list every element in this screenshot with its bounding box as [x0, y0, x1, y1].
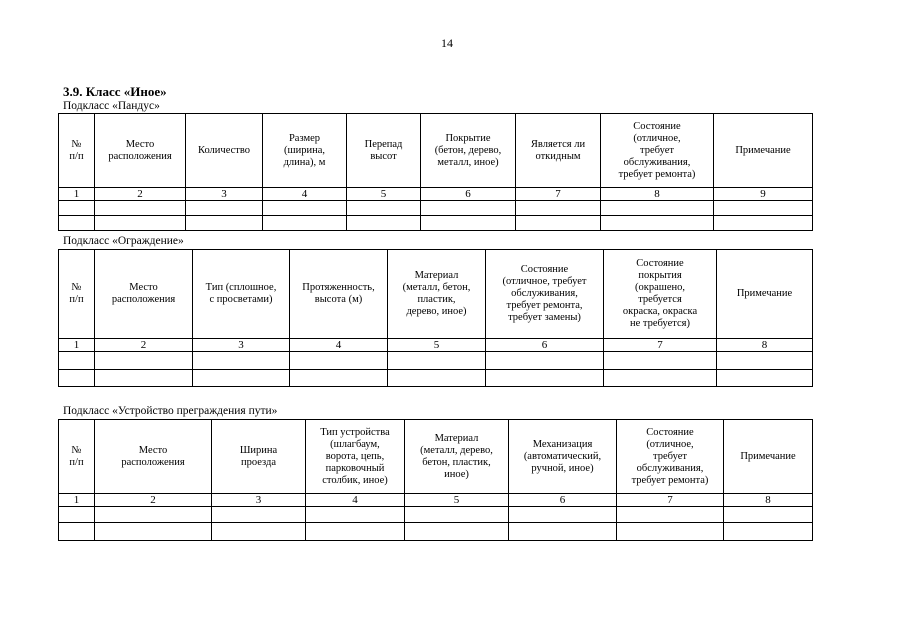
column-number: 1 — [59, 494, 95, 507]
header-cell: Перепад высот — [347, 114, 421, 188]
column-number: 2 — [95, 188, 186, 201]
column-number: 5 — [347, 188, 421, 201]
header-cell: Состояние покрытия (окрашено, требуется окраска, окраска не требуется) — [604, 250, 717, 339]
header-cell: Покрытие (бетон, дерево, металл, иное) — [421, 114, 516, 188]
table-cell[interactable] — [617, 507, 724, 523]
table-cell[interactable] — [95, 216, 186, 231]
column-number: 6 — [509, 494, 617, 507]
table-cell[interactable] — [347, 201, 421, 216]
table-cell[interactable] — [388, 370, 486, 387]
table-cell[interactable] — [717, 370, 813, 387]
header-cell: Механизация (автоматический, ручной, иное) — [509, 420, 617, 494]
column-number: 4 — [306, 494, 405, 507]
column-number: 5 — [405, 494, 509, 507]
column-number-row — [59, 339, 813, 352]
table-cell[interactable] — [714, 201, 813, 216]
subclass-title-fence: Подкласс «Ограждение» — [63, 235, 184, 247]
empty-row — [59, 216, 813, 231]
table-cell[interactable] — [486, 370, 604, 387]
header-cell: Состояние (отличное, требует обслуживания, требует ремонта) — [617, 420, 724, 494]
table-cell[interactable] — [59, 507, 95, 523]
table-cell[interactable] — [212, 507, 306, 523]
header-cell: Примечание — [724, 420, 813, 494]
empty-row — [59, 352, 813, 370]
subclass-title-barrier: Подкласс «Устройство преграждения пути» — [63, 405, 278, 417]
table-cell[interactable] — [717, 352, 813, 370]
table-header-row — [59, 250, 813, 339]
table-cell[interactable] — [59, 523, 95, 541]
header-cell: № п/п — [59, 250, 95, 339]
column-number: 4 — [263, 188, 347, 201]
table-cell[interactable] — [724, 507, 813, 523]
section-heading: 3.9. Класс «Иное» — [63, 84, 167, 99]
table-header-row — [59, 114, 813, 188]
header-cell: Материал (металл, дерево, бетон, пластик, иное) — [405, 420, 509, 494]
table-cell[interactable] — [617, 523, 724, 541]
header-cell: Материал (металл, бетон, пластик, дерево, иное) — [388, 250, 486, 339]
column-number: 3 — [212, 494, 306, 507]
column-number: 6 — [421, 188, 516, 201]
column-number: 7 — [516, 188, 601, 201]
table-cell[interactable] — [604, 370, 717, 387]
header-cell: № п/п — [59, 114, 95, 188]
table-cell[interactable] — [193, 370, 290, 387]
column-number: 1 — [59, 188, 95, 201]
table-cell[interactable] — [421, 216, 516, 231]
empty-row — [59, 507, 813, 523]
table-cell[interactable] — [509, 523, 617, 541]
table-cell[interactable] — [95, 352, 193, 370]
header-cell: Является ли откидным — [516, 114, 601, 188]
table-cell[interactable] — [212, 523, 306, 541]
column-number: 6 — [486, 339, 604, 352]
column-number: 5 — [388, 339, 486, 352]
table-cell[interactable] — [193, 352, 290, 370]
barrier-table — [58, 419, 813, 541]
table-cell[interactable] — [59, 370, 95, 387]
table-cell[interactable] — [405, 523, 509, 541]
column-number: 1 — [59, 339, 95, 352]
table-cell[interactable] — [95, 507, 212, 523]
column-number: 9 — [714, 188, 813, 201]
table-cell[interactable] — [405, 507, 509, 523]
table-cell[interactable] — [95, 370, 193, 387]
table-cell[interactable] — [347, 216, 421, 231]
column-number: 8 — [601, 188, 714, 201]
column-number: 7 — [617, 494, 724, 507]
table-cell[interactable] — [59, 201, 95, 216]
column-number-row — [59, 494, 813, 507]
header-cell: Размер (ширина, длина), м — [263, 114, 347, 188]
page-number: 14 — [441, 36, 453, 50]
table-cell[interactable] — [59, 352, 95, 370]
table-cell[interactable] — [186, 216, 263, 231]
table-cell[interactable] — [263, 201, 347, 216]
ramp-table — [58, 113, 813, 231]
header-cell: Место расположения — [95, 250, 193, 339]
empty-row — [59, 370, 813, 387]
header-cell: Тип устройства (шлагбаум, ворота, цепь, парковочный столбик, иное) — [306, 420, 405, 494]
table-cell[interactable] — [263, 216, 347, 231]
header-cell: Протяженность, высота (м) — [290, 250, 388, 339]
subclass-title-ramp: Подкласс «Пандус» — [63, 100, 160, 112]
header-cell: Примечание — [714, 114, 813, 188]
table-cell[interactable] — [486, 352, 604, 370]
column-number: 3 — [193, 339, 290, 352]
column-number-row — [59, 188, 813, 201]
table-cell[interactable] — [290, 352, 388, 370]
table-header-row — [59, 420, 813, 494]
table-cell[interactable] — [724, 523, 813, 541]
column-number: 8 — [724, 494, 813, 507]
table-cell[interactable] — [421, 201, 516, 216]
table-cell[interactable] — [509, 507, 617, 523]
table-cell[interactable] — [186, 201, 263, 216]
header-cell: Тип (сплошное, с просветами) — [193, 250, 290, 339]
table-cell[interactable] — [306, 523, 405, 541]
empty-row — [59, 201, 813, 216]
header-cell: Состояние (отличное, требует обслуживания, требует ремонта) — [601, 114, 714, 188]
table-cell[interactable] — [290, 370, 388, 387]
empty-row — [59, 523, 813, 541]
header-cell: Место расположения — [95, 114, 186, 188]
table-cell[interactable] — [59, 216, 95, 231]
table-cell[interactable] — [388, 352, 486, 370]
table-cell[interactable] — [601, 201, 714, 216]
table-cell[interactable] — [601, 216, 714, 231]
column-number: 4 — [290, 339, 388, 352]
header-cell: Ширина проезда — [212, 420, 306, 494]
table-cell[interactable] — [714, 216, 813, 231]
column-number: 7 — [604, 339, 717, 352]
table-cell[interactable] — [516, 216, 601, 231]
header-cell: Примечание — [717, 250, 813, 339]
fence-table — [58, 249, 813, 387]
table-cell[interactable] — [95, 523, 212, 541]
header-cell: Место расположения — [95, 420, 212, 494]
table-cell[interactable] — [306, 507, 405, 523]
column-number: 8 — [717, 339, 813, 352]
table-cell[interactable] — [516, 201, 601, 216]
header-cell: Количество — [186, 114, 263, 188]
table-cell[interactable] — [95, 201, 186, 216]
column-number: 3 — [186, 188, 263, 201]
header-cell: Состояние (отличное, требует обслуживания, требует ремонта, требует замены) — [486, 250, 604, 339]
table-cell[interactable] — [604, 352, 717, 370]
header-cell: № п/п — [59, 420, 95, 494]
column-number: 2 — [95, 494, 212, 507]
column-number: 2 — [95, 339, 193, 352]
